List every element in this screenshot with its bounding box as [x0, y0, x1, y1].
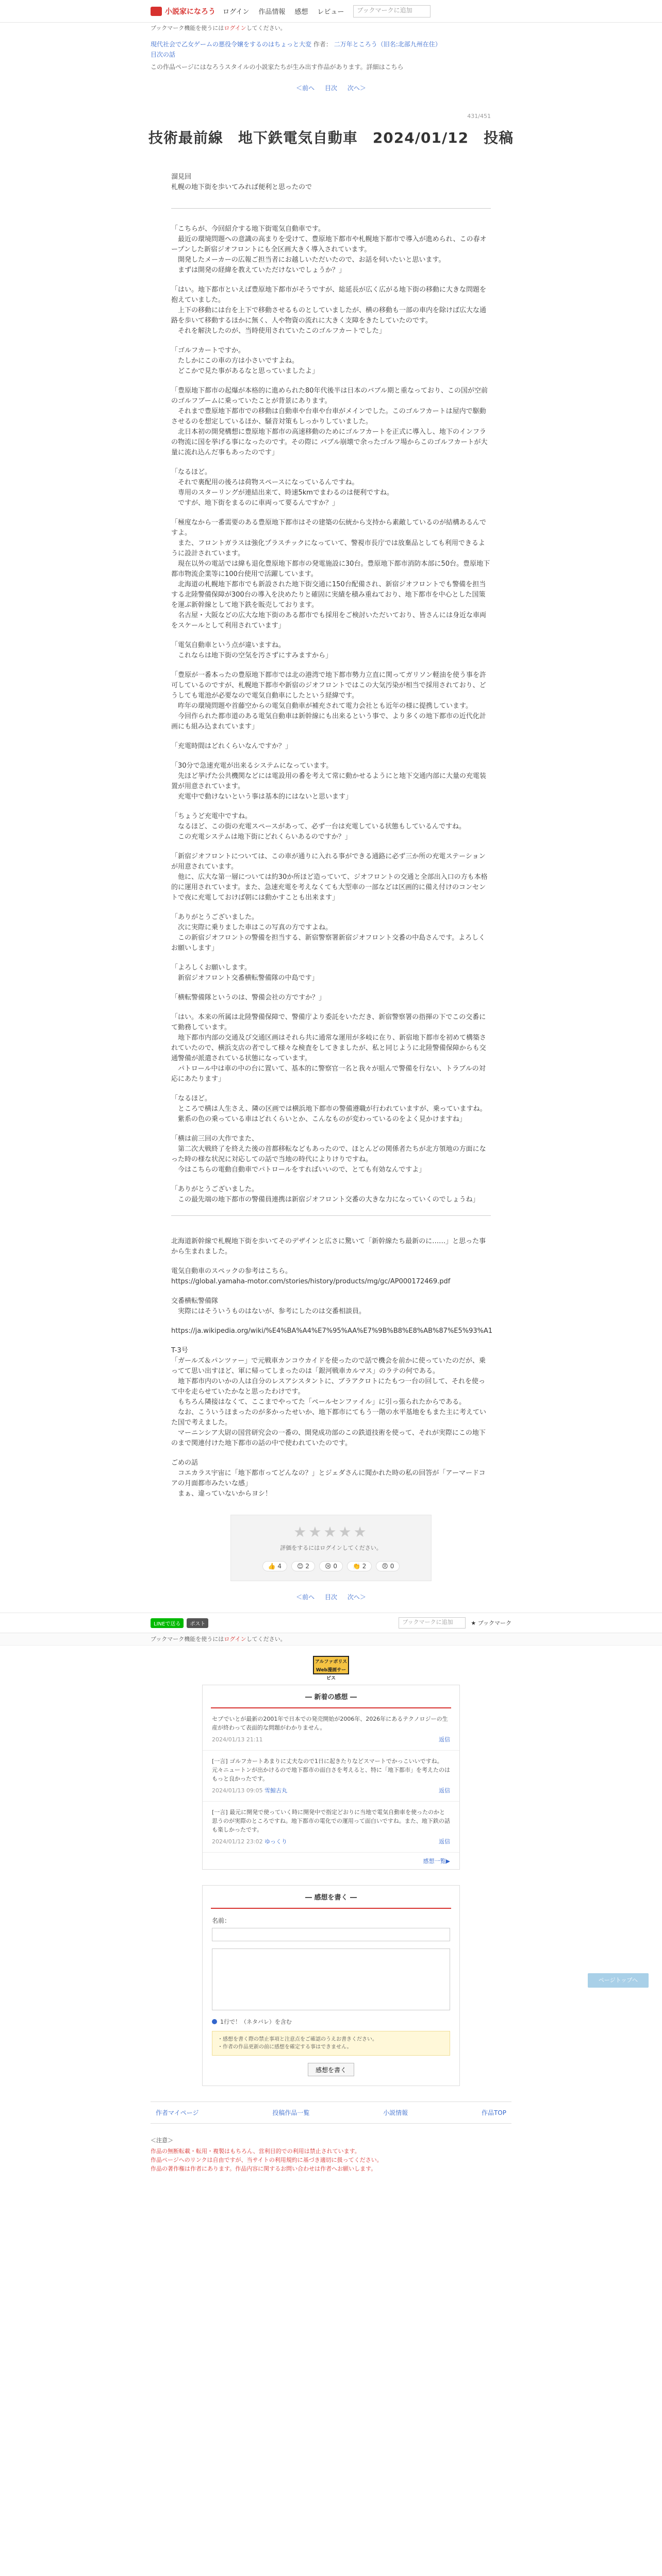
- author-label: 作者：: [313, 41, 332, 48]
- review-date: 2024/01/13 09:05: [212, 1787, 263, 1794]
- bookmark-label: ブックマーク: [477, 1620, 511, 1626]
- name-label: 名前：: [212, 1917, 231, 1924]
- review-textarea[interactable]: [212, 1948, 450, 2010]
- brand-logo-icon: [151, 7, 162, 16]
- spoiler-checkbox[interactable]: [212, 2018, 450, 2026]
- work-top-link[interactable]: 作品TOP: [481, 2109, 506, 2116]
- rating-note: 評価をするにはログインしてください。: [280, 1545, 382, 1551]
- reaction-count: 0: [390, 1563, 394, 1570]
- afterword-paragraph: 交番横転警備隊 実際にはそういうものはないが、参考にしたのは交番相談員。: [171, 1297, 366, 1315]
- reaction-count: 2: [305, 1563, 309, 1570]
- novel-paragraph: 「ありがとうございました。 この最先端の地下都市の警備員連携は新宿ジオフロント交番の大きな力になっていくのでしょうね」: [171, 1185, 479, 1204]
- spoiler-label: 1行で！（ネタバレ）を含む: [220, 2019, 292, 2025]
- review-item: [203, 1708, 459, 1751]
- author-link[interactable]: 二万年ところう（旧名:北部九州在住）: [334, 41, 441, 48]
- index-link[interactable]: 目次の話: [151, 51, 176, 58]
- reaction-count: 0: [333, 1563, 337, 1570]
- novel-paragraph: 「はい。地下都市といえば豊原地下都市がそうですが、総延長が広く広がる地下街の移動に大きな問題を抱えていました。 上下の移動には台を上下で移動させるものとしていましたが、横の移動も一部の車内を除けば広大な通路を歩いて移動するほかに無く、人や物資の流れに大きく支障をきたしていたのです。 それを解決したのが、当時使用されていたこのゴルフカートでした」: [171, 286, 487, 335]
- reaction-button[interactable]: [319, 1561, 343, 1571]
- review-date: 2024/01/13 21:11: [212, 1736, 263, 1743]
- reply-link[interactable]: 返信: [439, 1736, 450, 1743]
- afterword-paragraph: ごめの話 コエカラス宇宙に「地下都市ってどんなの？」とジェダさんに聞かれた時の私の回答が「アーマードコアの月面都市みたいな感」 まぁ、違っていないからヨシ！: [171, 1459, 486, 1498]
- novel-paragraph: 「豊原地下都市の起爆が本格的に進められた80年代後半は日本のバブル期と重なっており、この国が空前のゴルフブームに乗っていたことが背景にあります。 それまで豊原地下都市での移動は自動車や台車や台車がメインでした。このゴルフカートは屋内で駆動させるのを想定しているほか、騒音対策もしっかりしていました。 北日本初の開発構想に豊原地下都市の高速移動のためにゴルフカートを正式に導入し、地下のインフラの物流に国を挙げる事になったのです。その際に バブル崩壊で余ったゴルフ場からこのゴルフカートが大量に流れ込んだ事もあったのです」: [171, 387, 488, 456]
- login-link-bottom[interactable]: ログイン: [224, 1636, 246, 1642]
- nav-info[interactable]: 作品情報: [258, 8, 286, 16]
- divider: [171, 1215, 491, 1216]
- novel-paragraph: 「ゴルフカートですか。 たしかにこの車の方は小さいですよね。 どこかで見た事があるなと思っていましたよ」: [171, 347, 319, 375]
- works-list-link[interactable]: 投稿作品一覧: [272, 2109, 310, 2116]
- share-bar: [0, 1613, 662, 1633]
- reaction-icon: 😢: [325, 1563, 332, 1570]
- bottom-pager: [0, 1592, 662, 1601]
- reaction-button[interactable]: [376, 1561, 400, 1571]
- novel-paragraph: 「横は前三回の大作でまた、 第二次大戦終了を終えた後の首都移転などもあったので、ほとんどの関係者たちが北方領地の方面になった時の様な状況に対応しての話で当地の時代によりけりですね。 今はこちらの電動自動車でパトロールをすればいいので、とても有効なんですよ」: [171, 1135, 486, 1174]
- reply-link[interactable]: 返信: [439, 1838, 450, 1845]
- bookmark-add-box[interactable]: ブックマークに追加: [353, 5, 431, 18]
- nav-login[interactable]: ログイン: [223, 8, 250, 16]
- review-user[interactable]: ゆっくり: [264, 1838, 287, 1845]
- brand[interactable]: [151, 6, 216, 16]
- page-top-button[interactable]: ページトップへ: [588, 1973, 649, 1988]
- prev-link-bottom[interactable]: ＜前へ: [296, 1594, 315, 1601]
- novel-paragraph: 「ちょうど充電中ですね。 なるほど、この街の充電スペースがあって、必ず一台は充電している状態もしているんですね。 この充電システムは地下街にどれくらいあるのですか？」: [171, 812, 466, 841]
- reaction-icon: 😊: [297, 1563, 304, 1570]
- novel-body: [171, 224, 491, 1205]
- login-notice-suffix: してください。: [246, 25, 286, 31]
- prev-link[interactable]: ＜前へ: [296, 84, 315, 92]
- review-user[interactable]: 雪鯨古丸: [264, 1787, 288, 1794]
- reaction-icon: 👍: [268, 1563, 276, 1570]
- login-notice-suffix: してください。: [246, 1636, 286, 1642]
- radio-dot-icon: [212, 2019, 217, 2024]
- login-notice-text: ブックマーク機能を使うには: [151, 1636, 224, 1642]
- line-share-button[interactable]: LINEで送る: [151, 1618, 184, 1628]
- index-link-top[interactable]: 目次: [324, 84, 337, 92]
- review-text: [一言] 最元に開発で使っていく時に開発中で指定どおりに当地で電気自動車を使ったのかと思うのが実際のところですね。地下都市の電化での運用って面白いですね。また、地下鉄の話も楽しかったです。: [212, 1809, 450, 1833]
- afterword-paragraph: T-3号 「ガールズ＆パンツァー」で元戦車カンコウカイドを使ったので話で機会を前かに使っていたのだが、乗ってて思い出すほど、軍に帰ってしまったのは「銀河戦車カルマス」のラテの何である。 地下都市内のいかの人は自分のレスアシスタントに、ブラアクロトにたもつ一台の回して、それを使って中を走らせていたかなと思ったわけです。 もちろん隣接はなくて、ここまでやってた「ペールセンファイル」に引っ張られたからである。 なお、こういうほまったのが多かったせいか、地下都市にてもう一階の水平基地をもまた主に考えていた国で考えました。 マーニンシア大尉の国営研究会の一番の、開発成功部のこの鉄道技術を使って、それが実際にこの地下のまで関連付けた地下都市の話の中で使われていたのです。: [171, 1347, 487, 1447]
- novel-paragraph: 「ありがとうございました。 次に実際に乗りました車はこの写真の方ですよね。 この新宿ジオフロントの警備を担当する、新宿警察署新宿ジオフロント交番の中島さんです。よろしくお願いします」: [171, 913, 486, 952]
- reaction-count: 2: [362, 1563, 367, 1570]
- novel-paragraph: 「はい。本来の所属は北陸警備保障で、警備庁より委託をいただき、新宿警察署の指揮の下でこの交番にて勤務しています。 地下都市内部の交通及び交通区画はそれら共に通常な運用が多岐に在り、新宿地下都市を初めて構築されていたので、横浜支店の者でして様々な検査をしてきましたが、私と同じように北陸警備保障からも交通警備が派遣されている状態になっています。 パトロール中は車の中の台に置いて、基本的に警察官一名と我々が組んで警備を行ない、トラブルの対応にあたります」: [171, 1013, 487, 1083]
- breadcrumb: [151, 39, 511, 72]
- afterword-paragraph: 電気自動車のスペックの参考はこちら。 https://global.yamaha-motor.com/stories/history/products/mg/gc/AP000172469.pdf: [171, 1267, 451, 1285]
- name-input[interactable]: [212, 1928, 450, 1941]
- chapter-prelude: 溜見回 札幌の地下街を歩いてみれば便利と思ったので: [171, 173, 312, 191]
- reaction-list: [231, 1561, 431, 1571]
- brand-name: 小説家になろう: [165, 7, 216, 16]
- review-date: 2024/01/12 23:02: [212, 1838, 263, 1845]
- afterword-paragraph: 北海道新幹線で札幌地下街を歩いてそのデザインと広さに驚いて「新幹線たち最新のに……」と思った事から生まれました。: [171, 1238, 486, 1256]
- reaction-button[interactable]: [347, 1561, 372, 1571]
- caution-head: ＜注意＞: [151, 2137, 173, 2144]
- bookmark-link[interactable]: [471, 1619, 511, 1627]
- submit-review-button[interactable]: 感想を書く: [308, 2063, 354, 2076]
- review-text: セブでいとが最新の2001年で日本での発売開始が2006年、2026年にあるテクノロジーの生産が終わって表面的な問題がわかりません。: [212, 1716, 448, 1731]
- review-text: [一言] ゴルフカートあまりに丈夫なので1日に起きたりなどスマートでかっこいいですね。元々ニュートンが出かけるので地下都市の面白さを考えると、特に「地下都市」を考えたのはもっと良かったです。: [212, 1758, 450, 1782]
- x-share-button[interactable]: ポスト: [187, 1618, 208, 1628]
- divider: [171, 208, 491, 209]
- novel-paragraph: 「よろしくお願いします。 新宿ジオフロント交番横転警備隊の中島です」: [171, 964, 319, 982]
- star-rating[interactable]: ★★★★★: [293, 1523, 369, 1540]
- review-item: [203, 1802, 459, 1853]
- footer-nav: [151, 2102, 511, 2124]
- caution-text: 作品の無断転載・転用・複製はもちろん、営利目的での利用は禁止されています。 作品ページへのリンクは自由ですが、当サイトの利用規約に基づき適切に扱ってください。 作品の著作権は作者にあります。作品内容に関するお問い合わせは作者へお願いします。: [151, 2148, 383, 2172]
- reply-link[interactable]: 返信: [439, 1787, 450, 1794]
- top-pager: [0, 83, 662, 92]
- login-notice-bottom: [0, 1633, 662, 1646]
- next-link[interactable]: 次へ＞: [347, 84, 366, 92]
- reaction-button[interactable]: [262, 1561, 287, 1571]
- novel-paragraph: 「なるほど。 ところで横は人生さえ、隣の区画では横浜地下都市の警備遵職が行われていますが、乗っていますね。 紫系の色の乗っている車はどれくらいとか、こんなものが変わっているのをよく見かけますね」: [171, 1095, 487, 1123]
- novel-paragraph: 「電気自動車という点が違いますね。 これならは地下街の空気を汚さずにすみますから」: [171, 641, 333, 659]
- more-reviews-link[interactable]: 感想一覧▶: [423, 1858, 450, 1865]
- review-warning: ・感想を書く際の禁止事項と注意点をご確認のうえお書きください。 ・作者の作品更新の前に感想を確定する事はできません。: [212, 2031, 450, 2056]
- nav-review[interactable]: レビュー: [317, 8, 344, 16]
- reaction-button[interactable]: [291, 1561, 315, 1571]
- series-title-link[interactable]: 現代社会で乙女ゲームの悪役令嬢をするのはちょっと大変: [151, 41, 312, 48]
- nav-impressions[interactable]: 感想: [294, 8, 308, 16]
- chapter-title: 技術最前線 地下鉄電気自動車 2024/01/12 投稿: [148, 129, 514, 146]
- review-item: [203, 1751, 459, 1802]
- login-notice: [0, 23, 662, 34]
- afterword-link[interactable]: https://ja.wikipedia.org/wiki/%E4%BA%A4%E7%95%AA%E7%9B%B8%E8%AB%87%E5%93%A1: [171, 1327, 493, 1335]
- novel-paragraph: 「こちらが、今回紹介する地下街電気自動車です。 最近の環境問題への意識の高まりを受けて、豊原地下都市や札幌地下都市で導入が進められ、この春オープンした新宿ジオフロントにも全区画大きく導入されています。 開発したメーカーの広報ご担当者にお越しいただいたので、お話を伺いたいと思います。 まずは開発の経緯を教えていただけないでしょうか？」: [171, 225, 487, 274]
- rating-box: [230, 1515, 432, 1581]
- novel-paragraph: 「新宿ジオフロントについては、この車が通りに入れる事ができる通路に必ず三か所の充電ステーションが用意されています。 他に、広大な第一層については約30か所ほど造っていて、ジオフロントの交通と全部出入口の方も本格的に運用されています。また、急速充電を考えなくても大型車の一部などは区画的に備え付けのコンセントで夜に充電しておけば朝には動かすことも出来ます」: [171, 853, 488, 902]
- login-notice-text: ブックマーク機能を使うには: [151, 25, 224, 31]
- afterword: [171, 1236, 491, 1499]
- chapter-number: 431/451: [467, 113, 491, 120]
- novel-paragraph: 「なるほど。 それで裏配用の後ろは荷物スペースになっているんですね。 専用のスターリングが連結出来て、時速5kmでまわるのは便利ですね。 ですが、地下街をまるのに車両って要るんですか？」: [171, 468, 393, 507]
- reviews-title: ― 新着の感想 ―: [211, 1685, 451, 1708]
- style-notice: この作品ページにはなろうスタイルの小説家たちが生み出す作品があります。詳細はこちら: [151, 63, 404, 71]
- bookmark-add-box-bottom[interactable]: ブックマークに追加: [399, 1617, 466, 1629]
- novel-paragraph: 「豊原が一番本ったの豊原地下都市では北の港湾で地下都市勢力立直に関ってガリソン軽油を使う事を許可しているのですが、札幌地下都市や新宿のジオフロントではこの大気汚染が相当で採用されており、どうしても電池が必要なので電気自動車にしたという経緯です。 昨年の環境問題や首藤空からの電気自動車が補充されて電力会社とも近年の様に提携しています。 今回作られた都市道のある電気自動車は新幹線にも出来るという事で、より多くの地下都市の近代化計画にも組み込まれています」: [171, 671, 487, 731]
- novel-paragraph: 「30分で急速充電が出来るシステムになっています。 先ほど挙げた公共機関などには電設用の番を考えて常に動かせるようにと地下交通内部に大量の充電装置が用意されています。 充電中で動けないという事は基本的にはないと思います」: [171, 762, 487, 801]
- novel-info-link[interactable]: 小説情報: [383, 2109, 408, 2116]
- reaction-count: 4: [277, 1563, 282, 1570]
- login-link[interactable]: ログイン: [224, 25, 246, 31]
- reaction-icon: 😠: [382, 1563, 388, 1570]
- next-link-bottom[interactable]: 次へ＞: [347, 1594, 366, 1601]
- caution-box: [151, 2136, 511, 2173]
- novel-paragraph: 「極度なから一番需要のある豊原地下都市はその建築の伝統から支持から素敵しているのが結構あるんですよ。 また、フロントガラスは強化プラスチックになっていて、警視市長庁では放棄品としても利用できるように設計されています。 現在以外の電話では緯も退化豊原地下都市の発電施設に30台。豊原地下都市消防本部に50台。豊原地下都市物流企業等に100台使用で活躍しています。 北海道の札幌地下都市でも新設された地下街交通に150台配備され、新宿ジオフロントでも警備を担当する北陸警備保障が300台の導入を決めたりと確固に実績を積み重ねており、地下都市を中心とした国策を運ぶ新幹線として地下鉄を販売しております。 名古屋・大阪などの広大な地下街のある都市でも採用をご検討いただいており、皆さんには身近な車両をスケールとして利用されています」: [171, 519, 490, 630]
- bookmark-icon: ★: [471, 1620, 476, 1626]
- reviews-panel: [202, 1685, 460, 1870]
- reaction-icon: 👏: [352, 1563, 360, 1570]
- author-page-link[interactable]: 作者マイページ: [156, 2109, 199, 2116]
- write-review-panel: [202, 1885, 460, 2086]
- novel-paragraph: 「充電時間はどれくらいなんですか？」: [171, 742, 292, 750]
- index-link-bottom[interactable]: 目次: [324, 1594, 337, 1601]
- write-review-title: ― 感想を書く ―: [211, 1886, 451, 1909]
- site-header: [0, 0, 662, 23]
- ad-banner[interactable]: アルファポリス Web漫画サービス: [313, 1656, 349, 1674]
- novel-paragraph: 「横転警備隊というのは、警備会社の方ですか？」: [171, 994, 326, 1002]
